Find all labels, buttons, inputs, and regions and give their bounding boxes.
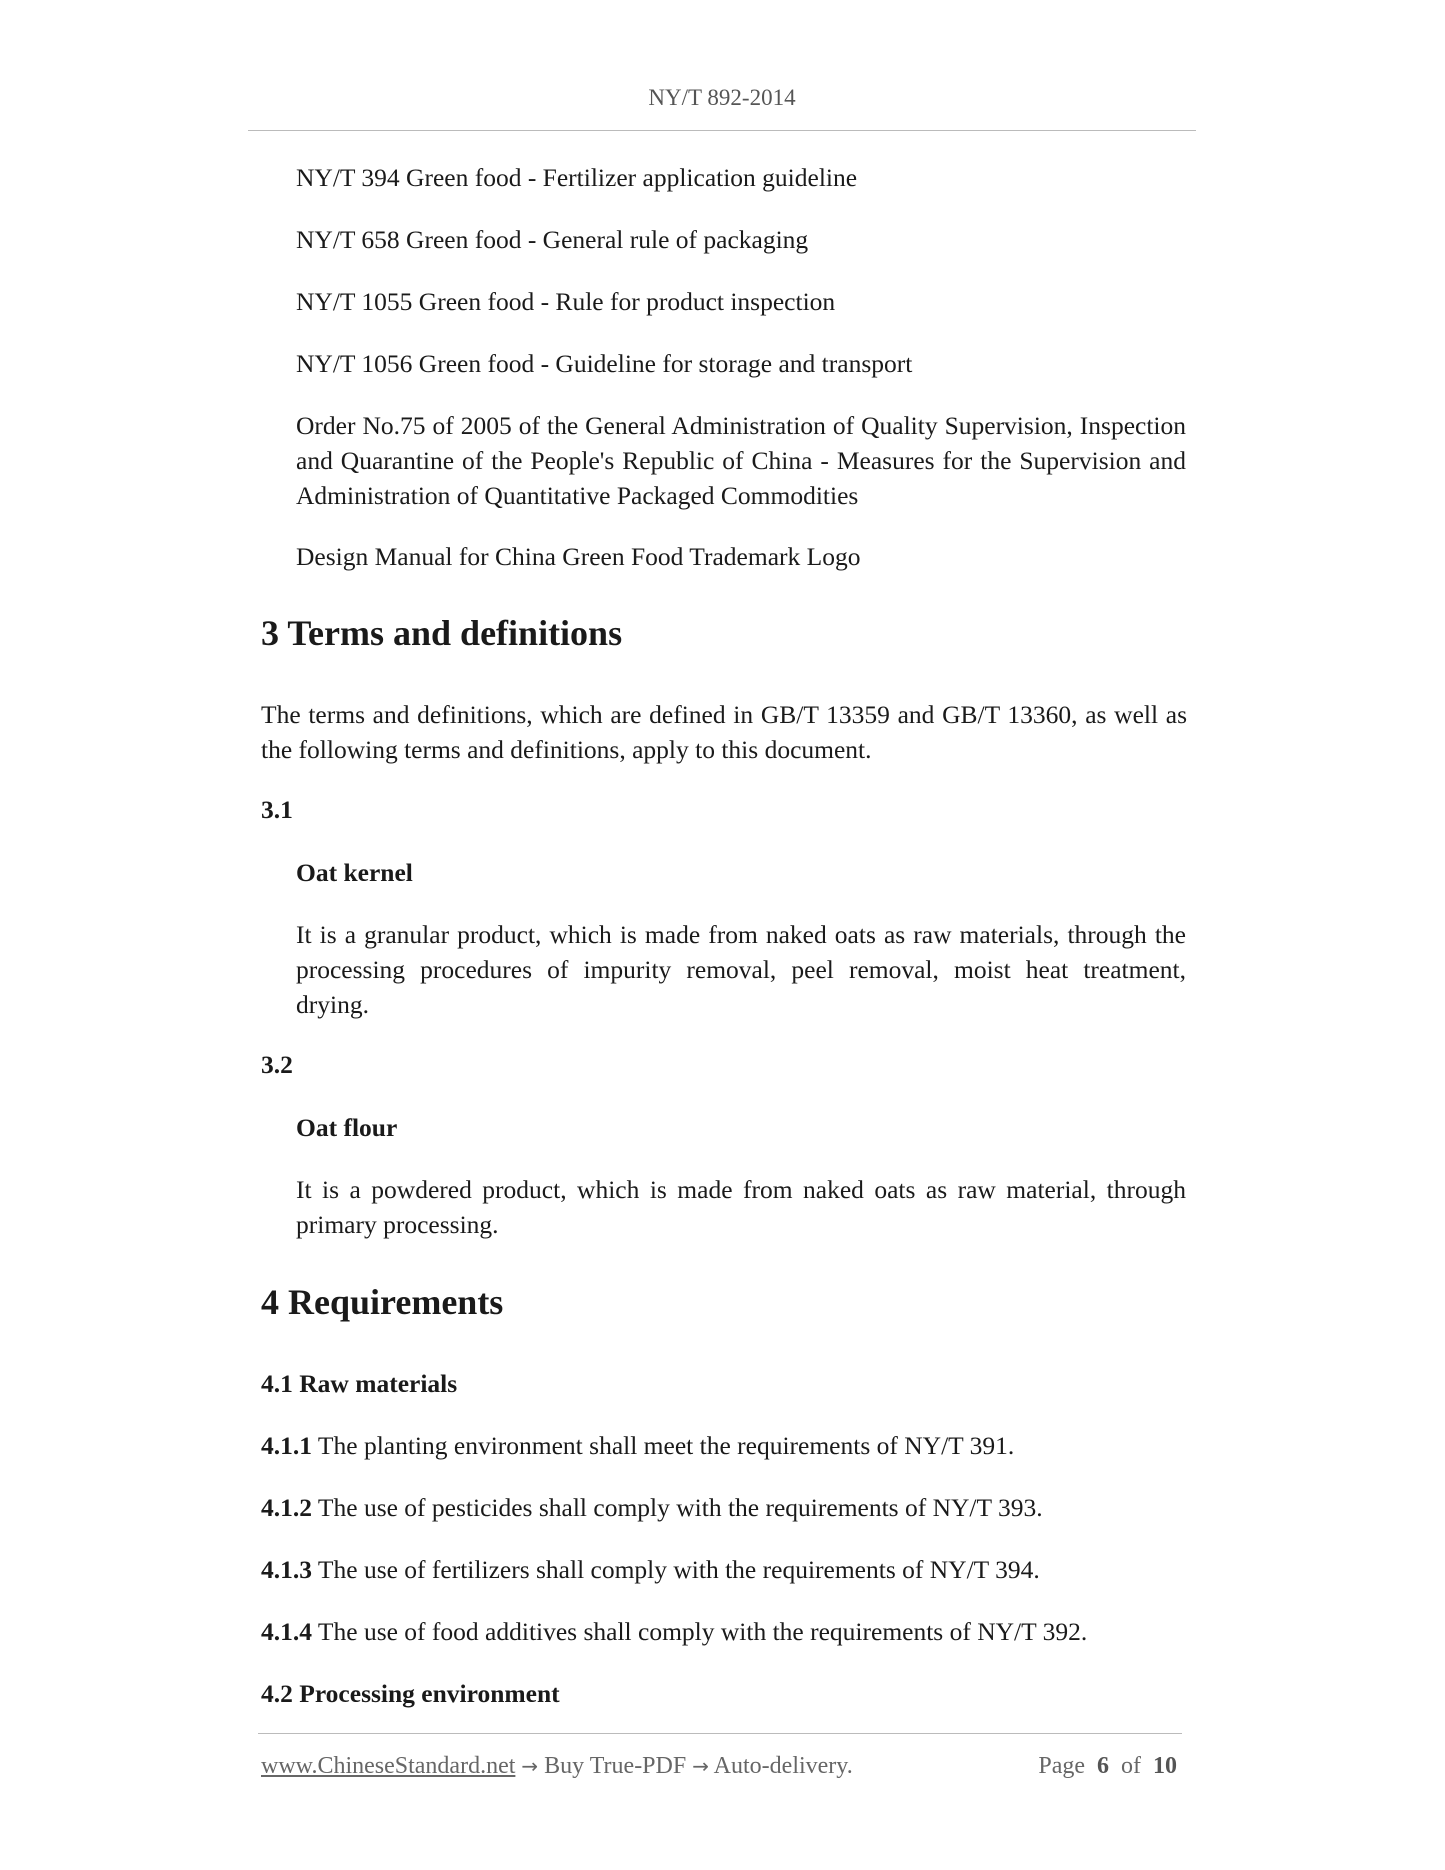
requirement-item bbox=[261, 1614, 1087, 1649]
reference-item: Design Manual for China Green Food Trademark Logo bbox=[296, 542, 861, 571]
website-link[interactable]: www.ChineseStandard.net bbox=[261, 1753, 516, 1779]
term-name: Oat kernel bbox=[296, 858, 413, 887]
requirement-item bbox=[261, 1552, 1040, 1587]
reference-item: NY/T 1056 Green food - Guideline for storage and transport bbox=[296, 349, 913, 378]
term-definition: It is a powdered product, which is made from naked oats as raw material, through primary processing. bbox=[296, 1175, 1186, 1239]
requirement-text: The use of food additives shall comply with the requirements of NY/T 392. bbox=[317, 1617, 1088, 1646]
requirement-number: 4.1.2 bbox=[261, 1493, 312, 1522]
requirement-number: 4.1.3 bbox=[261, 1555, 312, 1584]
footer-text: Buy True-PDF bbox=[544, 1753, 687, 1779]
requirement-number: 4.1.4 bbox=[261, 1617, 312, 1646]
header-divider bbox=[248, 130, 1196, 131]
section-heading: 3 Terms and definitions bbox=[261, 613, 623, 653]
arrow-right-icon: → bbox=[692, 1754, 709, 1778]
arrow-right-icon: → bbox=[521, 1754, 539, 1778]
requirement-text: The planting environment shall meet the requirements of NY/T 391. bbox=[317, 1431, 1015, 1460]
requirement-text: The use of fertilizers shall comply with the requirements of NY/T 394. bbox=[317, 1555, 1040, 1584]
section-intro: The terms and definitions, which are defined in GB/T 13359 and GB/T 13360, as well as the following terms and definitions, apply to this document. bbox=[261, 700, 1187, 764]
running-header: NY/T 892-2014 bbox=[648, 85, 796, 110]
reference-item: NY/T 1055 Green food - Rule for product inspection bbox=[296, 287, 836, 316]
term-number: 3.2 bbox=[261, 1050, 293, 1079]
current-page: 6 bbox=[1097, 1753, 1109, 1779]
requirement-number: 4.1.1 bbox=[261, 1431, 312, 1460]
footer-promo bbox=[261, 1753, 853, 1780]
reference-item: NY/T 658 Green food - General rule of packaging bbox=[296, 225, 809, 254]
footer-text: Auto-delivery. bbox=[713, 1753, 853, 1779]
requirement-item bbox=[261, 1490, 1043, 1525]
reference-item: NY/T 394 Green food - Fertilizer application guideline bbox=[296, 163, 858, 192]
page-number: Page 6 of 10 bbox=[1038, 1753, 1177, 1779]
total-pages: 10 bbox=[1153, 1753, 1177, 1779]
footer-divider bbox=[258, 1733, 1182, 1734]
reference-item: Order No.75 of 2005 of the General Administration of Quality Supervision, Inspection and Quarantine of the People's Republic of China - Measures for the Supervision and Administration of Quantitative Packaged Commodities bbox=[296, 411, 1186, 510]
subsection-heading: 4.1 Raw materials bbox=[261, 1369, 458, 1398]
term-name: Oat flour bbox=[296, 1113, 398, 1142]
term-definition: It is a granular product, which is made from naked oats as raw materials, through the processing procedures of impurity removal, peel removal, moist heat treatment, drying. bbox=[296, 920, 1186, 1019]
section-heading: 4 Requirements bbox=[261, 1282, 504, 1322]
subsection-heading: 4.2 Processing environment bbox=[261, 1679, 560, 1708]
requirement-text: The use of pesticides shall comply with the requirements of NY/T 393. bbox=[317, 1493, 1043, 1522]
term-number: 3.1 bbox=[261, 795, 293, 824]
requirement-item bbox=[261, 1428, 1014, 1463]
